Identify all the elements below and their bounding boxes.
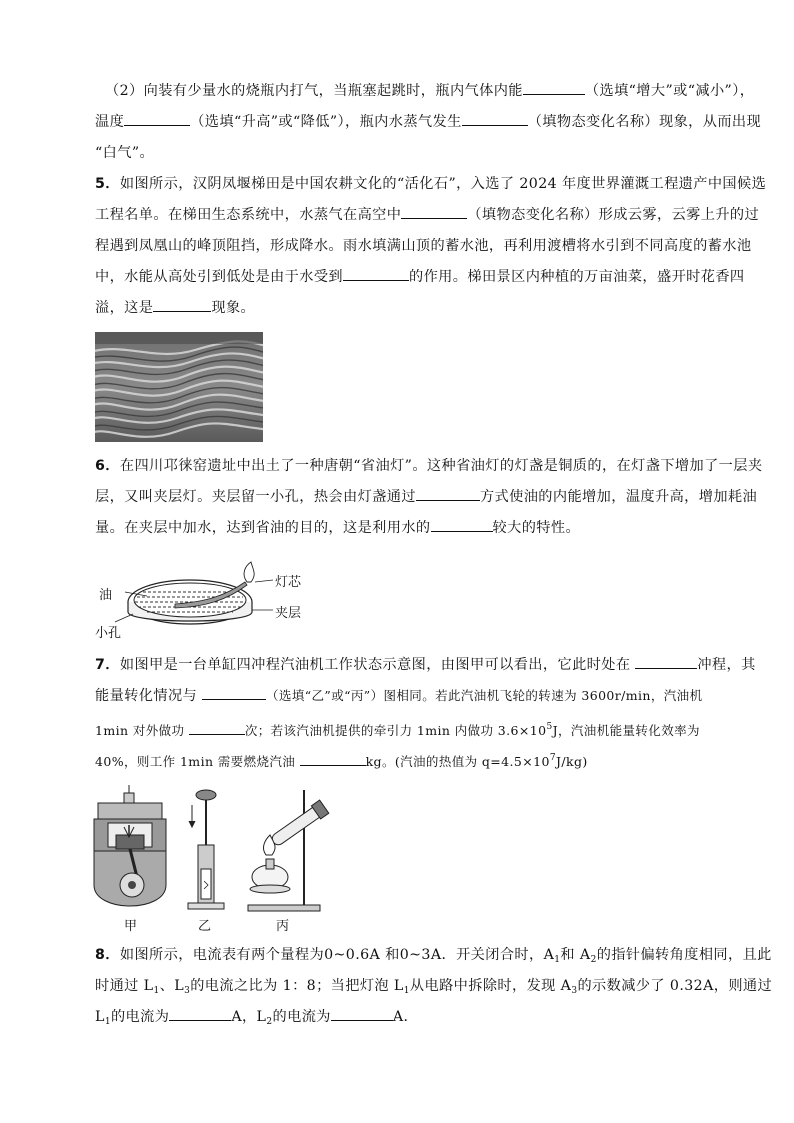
q7-text: 40%，则工作 1min 需要燃烧汽油 [95,754,300,769]
q5-text: 溢，这是 [95,300,154,316]
question-number: 8． [95,947,120,963]
q4-line-3 [95,142,735,164]
q5-text: 中，水能从高处引到低处是由于水受到 [95,269,343,285]
q8-line-1 [95,944,772,971]
q8-text: 时通过 L [95,978,154,994]
answer-blank[interactable] [169,1006,231,1021]
q8-text: A，L [231,1009,267,1025]
subscript: 3 [184,986,191,996]
q7-text: 次；若该汽油机提供的牵引力 1min 内做功 3.6×10 [244,723,547,738]
question-number: 6． [95,458,120,474]
question-number: 5． [95,176,120,192]
subscript: 1 [403,986,410,996]
q7-line-1 [95,654,756,676]
q5-line-4 [95,266,745,288]
q7-line-2 [95,685,735,707]
q6-line-1 [95,455,763,477]
answer-blank[interactable] [431,517,493,532]
answer-blank[interactable] [401,204,467,219]
engine-figures [88,785,348,935]
q5-line-2 [95,204,760,226]
q8-text: 从电路中拆除时，发现 A [409,978,572,994]
oil-label: 油 [99,588,113,603]
q8-text: L [95,1009,105,1025]
q5-text: 现象。 [211,300,256,316]
answer-blank[interactable] [153,297,211,312]
terraced-field-photo [95,332,263,442]
q8-text: 如图所示，电流表有两个量程为0~0.6A 和0~3A．开关闭合时，A [119,947,555,963]
answer-blank[interactable] [331,1006,393,1021]
q8-text: A． [392,1009,419,1025]
q4-line-2 [95,111,762,133]
q7-text: J，汽油机能量转化效率为 [552,723,700,738]
subscript: 1 [104,1017,111,1027]
figure-yi-label: 乙 [198,919,212,934]
subscript: 2 [266,1017,273,1027]
q6-text: 在四川邛徕窑遗址中出土了一种唐朝“省油灯”。这种省油灯的灯盏是铜质的，在灯盏下增加了一层夹 [119,458,763,474]
engine-cylinder-diagram [94,785,166,906]
q7-text: 冲程，其 [697,657,756,673]
subscript: 3 [571,986,578,996]
q5-text: 工程名单。在梯田生态系统中，水蒸气在高空中 [95,207,402,223]
q5-line-3 [95,235,752,257]
q5-text: 的作用。梯田景区内种植的万亩油菜，盛开时花香四 [409,269,745,285]
answer-blank[interactable] [416,486,480,501]
air-pump-diagram [188,790,224,909]
exponent: 5 [546,722,553,732]
q5-text: 如图所示，汉阴凤堰梯田是中国农耕文化的“活化石”，入选了 2024 年度世界灌溉工程遗产中国候选 [119,176,767,192]
q6-text: 方式使油的内能增加，温度升高，增加耗油 [479,489,758,505]
answer-blank[interactable] [462,111,528,126]
q6-text: 量。在夹层中加水，达到省油的目的，这是利用水的 [95,520,431,536]
subscript: 1 [153,986,160,996]
q7-text: 1min 对外做功 [95,723,189,738]
q4-line-1 [105,80,755,102]
answer-blank[interactable] [343,266,409,281]
answer-blank[interactable] [202,685,266,700]
answer-blank[interactable] [635,654,697,669]
answer-blank[interactable] [523,80,585,95]
q7-text: （选填“乙”或“丙”）图相同。若此汽油机飞轮的转速为 3600r/min，汽油机 [266,688,703,703]
q7-text: J/kg) [555,754,588,769]
q8-text: 、L [159,978,185,994]
question-number: 7． [95,657,120,673]
q5-line-5 [95,297,735,319]
q5-line-1 [95,173,767,195]
answer-blank[interactable] [189,720,245,735]
q7-line-4 [95,747,735,773]
answer-blank[interactable] [124,111,190,126]
layer-label: 夹层 [275,606,302,621]
q6-text: 层，又叫夹层灯。夹层留一小孔，热会由灯盏通过 [95,489,416,505]
answer-blank[interactable] [300,751,366,766]
q8-text: 的电流为 [110,1009,170,1025]
wick-label: 灯芯 [275,575,302,590]
q7-text: kg。(汽油的热值为 q=4.5×10 [365,754,550,769]
q5-text: （填物态变化名称）形成云雾，云雾上升的过 [467,207,760,223]
q4-text: （2）向装有少量水的烧瓶内打气，当瓶塞起跳时，瓶内气体内能 [105,83,523,99]
q4-text: （填物态变化名称）现象，从而出现 [527,114,762,130]
exponent: 7 [549,753,556,763]
q4-text: （选填“升高”或“降低”），瓶内水蒸气发生 [190,114,462,130]
q4-text: “白气”。 [95,145,155,161]
q8-text: 和 A [560,947,591,963]
subscript: 1 [554,955,561,965]
q8-text: 的电流为 [272,1009,331,1025]
q7-text: 如图甲是一台单缸四冲程汽油机工作状态示意图，由图甲可以看出，它此时处在 [119,657,636,673]
hole-label: 小孔 [95,626,122,641]
q8-text: 的电流之比为 1：8；当把灯泡 L [190,978,404,994]
q4-text: （选填“增大”或“减小”）， [584,83,755,99]
q8-line-2 [95,975,773,1002]
q5-text: 程遇到凤凰山的峰顶阻挡，形成降水。雨水填满山顶的蓄水池，再利用渡槽将水引到不同高度的蓄水池 [95,238,752,254]
q4-text: 温度 [95,114,125,130]
q6-text: 较大的特性。 [492,520,581,536]
q8-text: 的指针偏转角度相同，且此 [596,947,772,963]
figure-bing-label: 丙 [276,919,290,934]
subscript: 2 [590,955,597,965]
q7-text: 能量转化情况与 [95,688,203,704]
oil-lamp-figure [95,560,315,645]
q7-line-3 [95,716,735,742]
q6-line-2 [95,486,758,508]
test-tube-heating-diagram [248,790,329,911]
figure-jia-label: 甲 [124,919,138,934]
q8-text: 的示数减少了 0.32A，则通过 [577,978,773,994]
q6-line-3 [95,517,735,539]
q8-line-3 [95,1006,735,1033]
